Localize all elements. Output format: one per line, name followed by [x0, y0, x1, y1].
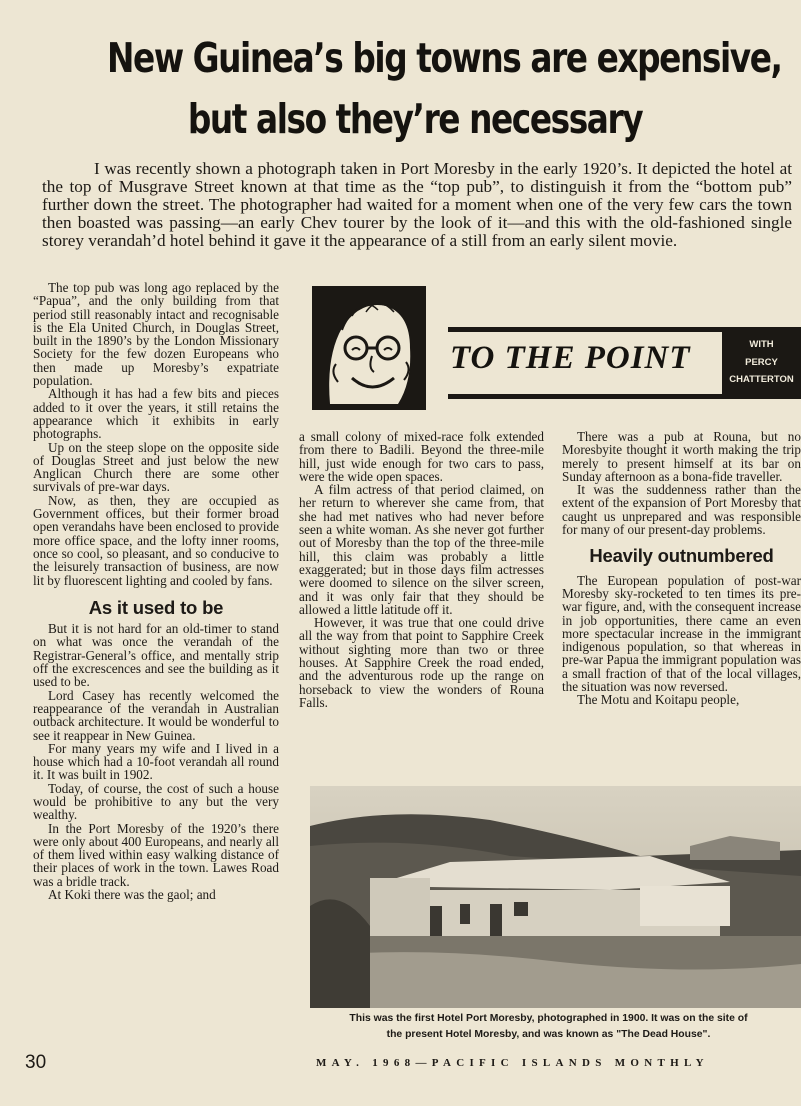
caption-line-2: the present Hotel Moresby, and was known as "The Dead House".	[386, 1028, 711, 1040]
page-number: 30	[25, 1052, 47, 1073]
paragraph: But it is not hard for an old-timer to stand on what was once the verandah of the Registrar-General’s office, and mentally strip off the excrescences and see the building as it used to be.	[33, 621, 279, 690]
article-headline	[107, 28, 782, 150]
headline-line-2: but also they’re necessary	[187, 95, 643, 143]
banner-rule	[448, 394, 801, 399]
paragraph: The Motu and Koitapu people,	[577, 692, 740, 707]
paragraph: a small colony of mixed-race folk extended from there to Badili. Beyond the three-mile hill, just wide enough for two cars to pass, were the wide open spaces.	[299, 429, 544, 484]
subheading-heavily-outnumbered: Heavily outnumbered	[589, 545, 774, 567]
paragraph: Now, as then, they are occupied as Government offices, but their former broad open verandahs have been enclosed to provide more office space, and the lofty inner rooms, once so cool, so pleasant, and so conducive to the leisurely transaction of business, are now lit by fluorescent lighting and cooled by fans.	[33, 492, 279, 588]
paragraph: It was the suddenness rather than the extent of the expansion of Port Moresby that caught us unprepared and was responsible for many of our present-day problems.	[562, 482, 801, 538]
issue-footer: MAY. 1968—PACIFIC ISLANDS MONTHLY	[316, 1057, 709, 1069]
paragraph: A film actress of that period claimed, on her return to wherever she came from, that she had met natives who had never before seen a white woman. As she never got further out of Moresby than the top of the three-mile hill, this claim was probably a little exaggerated; but in those days film actresses were doomed to silence on the silver screen, and it was only fair that they should be allowed a little latitude off it.	[299, 482, 544, 617]
paragraph: For many years my wife and I lived in a house which had a 10-foot verandah all round it. It was built in 1902.	[33, 740, 279, 783]
byline-first-name: PERCY	[745, 356, 778, 368]
banner-byline-box	[722, 332, 801, 394]
paragraph: Today, of course, the cost of such a house would be prohibitive to any but the very wealthy.	[33, 780, 279, 823]
paragraph: Although it has had a few bits and pieces added to it over the years, it still retains the appearance which it exhibits in early photographs.	[33, 386, 279, 442]
author-caricature-image	[312, 286, 426, 410]
paragraph: However, it was true that one could drive all the way from that point to Sapphire Creek without sighting more than two or three houses. At Sapphire Creek the road ended, and the adventurous rode up the range on horseback to view the wonders of Rouna Falls.	[299, 615, 544, 710]
hotel-photograph-image	[310, 786, 801, 1008]
column-1	[33, 281, 279, 901]
paragraph: There was a pub at Rouna, but no Moresbyite thought it worth making the trip merely to present himself at its bar on Sunday afternoon as a bona-fide traveller.	[562, 430, 801, 484]
column-2	[299, 430, 544, 709]
column-banner	[426, 327, 801, 399]
headline-line-1: New Guinea’s big towns are expensive,	[107, 34, 782, 82]
paragraph: Lord Casey has recently welcomed the reappearance of the verandah in Australian outback architecture. It would be wonderful to see it reappear in New Guinea.	[33, 687, 279, 743]
byline-with: WITH	[749, 339, 774, 350]
photo-caption	[296, 1011, 801, 1042]
paragraph: The European population of post-war Moresby sky-rocketed to ten times its pre-war figure, and, with the consequent increase in job opportunities, there came an even more spectacular increase in the immigrant indigenous population, so that whereas in pre-war Papua the immigrant population was a small fraction of that of the local villages, the situation was now reversed.	[562, 572, 801, 695]
subheading-as-it-used-to-be: As it used to be	[88, 596, 224, 618]
paragraph: In the Port Moresby of the 1920’s there were only about 400 Europeans, and nearly all of them lived within easy walking distance of their places of work in the town. Lawes Road was a bridle track.	[33, 820, 279, 889]
paragraph: At Koki there was the gaol; and	[48, 887, 216, 903]
caption-line-1: This was the first Hotel Port Moresby, photographed in 1900. It was on the site of	[349, 1013, 748, 1024]
paragraph: The top pub was long ago replaced by the “Papua”, and the only building from that period still reasonably intact and recognisable is the Ela United Church, in Douglas Street, built in the 1890’s by the London Missionary Society for the few dozen Europeans who then made up Moresby’s expatriate population.	[33, 280, 279, 389]
paragraph: Up on the steep slope on the opposite side of Douglas Street and just below the new Anglican Church there are some other survivals of pre-war days.	[33, 439, 279, 495]
byline-last-name: CHATTERTON	[729, 374, 794, 385]
intro-paragraph: I was recently shown a photograph taken in Port Moresby in the early 1920’s. It depicted the hotel at the top of Musgrave Street known at that time as the “top pub”, to distinguish it from the “bottom pub” further down the street. The photographer had waited for a moment when one of the very few cars the town then boasted was passing—an early Chev tourer by the look of it—and this with the old-fashioned single storey verandah’d hotel behind it gave it the appearance of a still from an early silent movie.	[42, 159, 792, 250]
banner-title: TO THE POINT	[450, 340, 691, 376]
column-3	[562, 430, 801, 707]
